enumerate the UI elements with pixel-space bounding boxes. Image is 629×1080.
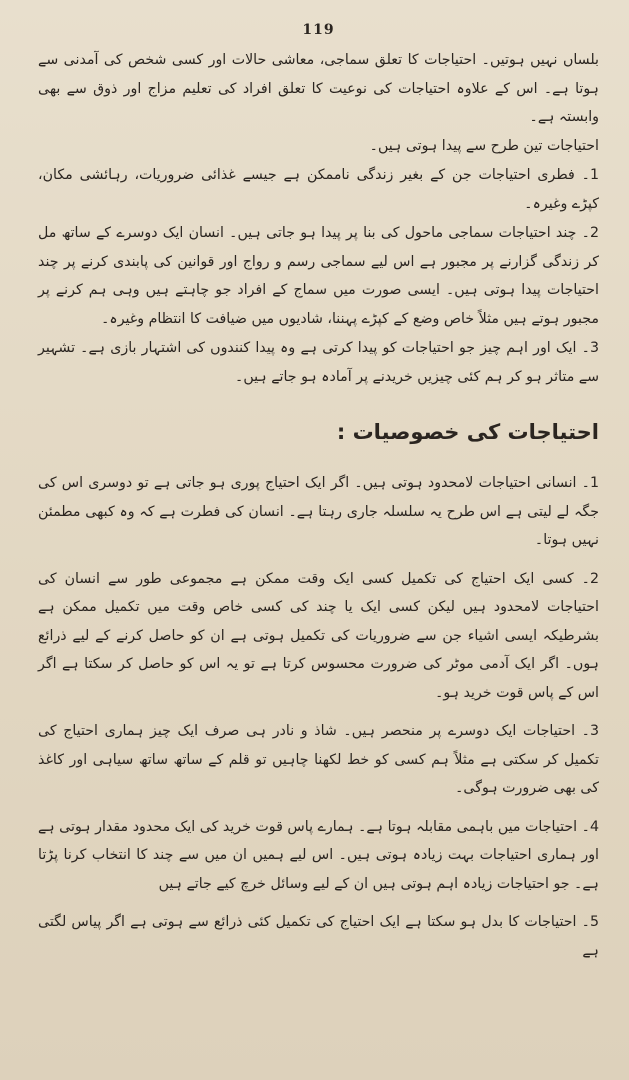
feature-item-1: 1۔ انسانی احتیاجات لامحدود ہوتی ہیں۔ اگر ایک احتیاج پوری ہو جاتی ہے تو دوسری اس کی جگہ لے لیتی ہے اس طرح یہ سلسلہ جاری رہتا ہے۔ انسان کی فطرت ہے کہ وہ کبھی مطمئن نہیں ہوتا۔ xyxy=(38,475,599,548)
intro-paragraph: بلساں نہیں ہوتیں۔ احتیاجات کا تعلق سماجی، معاشی حالات اور کسی شخص کی آمدنی سے ہوتا ہے۔ اس کے علاوہ احتیاجات کی نوعیت کا تعلق افراد کی تعلیم مزاج اور ذوق سے بھی وابستہ ہے۔ xyxy=(38,52,599,125)
feature-item-4: 4۔ احتیاجات میں باہمی مقابلہ ہوتا ہے۔ ہمارے پاس قوت خرید کی ایک محدود مقدار ہوتی ہے اور ہماری احتیاجات بہت زیادہ ہوتی ہیں۔ اس لیے ہمیں ان میں سے چند کا انتخاب کرنا پڑتا ہے۔ جو احتیاجات زیادہ اہم ہوتی ہیں ان کے لیے وسائل خرچ کیے جاتے ہیں xyxy=(38,818,599,892)
type-item-3: 3۔ ایک اور اہم چیز جو احتیاجات کو پیدا کرتی ہے وہ پیدا کنندوں کی اشتہار بازی ہے۔ تشہیر سے متاثر ہو کر ہم کئی چیزیں خریدنے پر آمادہ ہو جاتے ہیں۔ xyxy=(38,340,599,385)
type-item-2: 2۔ چند احتیاجات سماجی ماحول کی بنا پر پیدا ہو جاتی ہیں۔ انسان ایک دوسرے کے ساتھ مل کر زندگی گزارنے پر مجبور ہے اس لیے سماجی رسم و رواج اور قوانین کی پابندی کرنے پر چند احتیاجات پیدا ہوتی ہیں۔ ایسی صورت میں سماج کے افراد جو چاہتے ہیں وہی ہم کرنے پر مجبور ہوتے ہیں مثلاً خاص وضع کے کپڑے پہننا، شادیوں میں ضیافت کا انتظام وغیرہ۔ xyxy=(38,225,599,327)
feature-item-5: 5۔ احتیاجات کا بدل ہو سکتا ہے ایک احتیاج کی تکمیل کئی ذرائع سے ہوتی ہے اگر پیاس لگتی ہے xyxy=(38,914,599,959)
features-section xyxy=(38,469,599,965)
page-number: 119 xyxy=(302,22,335,38)
feature-item-2: 2۔ کسی ایک احتیاج کی تکمیل کسی ایک وقت ممکن ہے مجموعی طور سے انسان کی احتیاجات لامحدود ہیں لیکن کسی ایک یا چند کی کسی خاص وقت میں تکمیل ممکن ہے بشرطیکہ ایسی اشیاء جن سے ضروریات کی تکمیل ہوتی ہے ان کو حاصل کرنے کے لیے ذرائع ہوں۔ اگر ایک آدمی موٹر کی ضرورت محسوس کرتا ہے تو یہ اس کو حاصل کر سکتا ہے اگر اس کے پاس قوت خرید ہو۔ xyxy=(38,570,599,701)
intro-section xyxy=(38,46,599,391)
type-item-1: 1۔ فطری احتیاجات جن کے بغیر زندگی ناممکن ہے جیسے غذائی ضروریات، رہائشی مکان، کپڑے وغیرہ۔ xyxy=(38,167,599,212)
feature-item-3: 3۔ احتیاجات ایک دوسرے پر منحصر ہیں۔ شاذ و نادر ہی صرف ایک چیز ہماری احتیاج کی تکمیل کر سکتی ہے مثلاً ہم کسی کو خط لکھنا چاہیں تو قلم کے ساتھ ساتھ سیاہی اور کاغذ کی بھی ضرورت ہوگی۔ xyxy=(38,723,599,796)
section-heading: احتیاجات کی خصوصیات : xyxy=(336,420,599,444)
intro-line: احتیاجات تین طرح سے پیدا ہوتی ہیں۔ xyxy=(369,137,599,154)
